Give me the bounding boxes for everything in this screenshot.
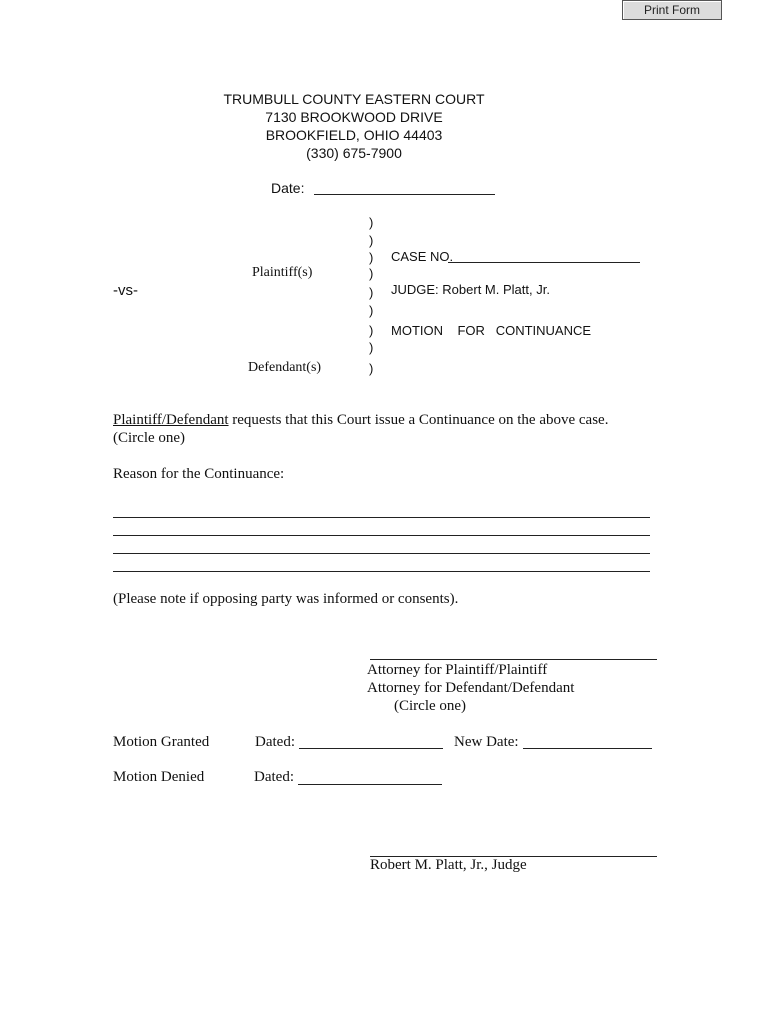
opposing-party-note: (Please note if opposing party was informed or consents). [113, 591, 459, 607]
motion-denied-label: Motion Denied [113, 769, 205, 785]
party-choice[interactable]: Plaintiff/Defendant [113, 412, 229, 428]
reason-line[interactable] [113, 535, 650, 536]
date-field[interactable] [314, 194, 495, 195]
caption-paren: ) [369, 323, 374, 338]
granted-dated-label: Dated: [255, 734, 295, 750]
defendant-label: Defendant(s) [248, 360, 322, 375]
court-street: 7130 BROOKWOOD DRIVE [265, 109, 443, 125]
caption-paren: ) [369, 285, 374, 300]
print-form-button[interactable]: Print Form [622, 0, 722, 20]
court-phone: (330) 675-7900 [306, 145, 402, 161]
caption-paren: ) [369, 361, 374, 376]
court-name: TRUMBULL COUNTY EASTERN COURT [223, 91, 485, 107]
caption-paren: ) [369, 340, 374, 355]
case-number-field[interactable] [448, 262, 640, 263]
new-date-field[interactable] [523, 748, 652, 749]
attorney-circle-one: (Circle one) [394, 698, 467, 714]
judge-line: JUDGE: Robert M. Platt, Jr. [391, 282, 550, 297]
new-date-label: New Date: [454, 734, 519, 750]
denied-dated-field[interactable] [298, 784, 442, 785]
court-city: BROOKFIELD, OHIO 44403 [265, 127, 443, 143]
reason-label: Reason for the Continuance: [113, 466, 285, 482]
caption-paren: ) [369, 266, 374, 281]
denied-dated-label: Dated: [254, 769, 294, 785]
attorney-signature-line[interactable] [370, 659, 657, 660]
request-text: requests that this Court issue a Continuance on the above case. [228, 412, 609, 428]
attorney-defendant-label: Attorney for Defendant/Defendant [367, 680, 575, 696]
reason-line[interactable] [113, 571, 650, 572]
circle-one-note: (Circle one) [113, 430, 186, 446]
reason-line[interactable] [113, 553, 650, 554]
date-label: Date: [271, 180, 305, 196]
motion-title: MOTION FOR CONTINUANCE [391, 323, 592, 338]
plaintiff-label: Plaintiff(s) [252, 265, 313, 280]
attorney-plaintiff-label: Attorney for Plaintiff/Plaintiff [367, 662, 548, 678]
case-number-label: CASE NO. [391, 249, 454, 264]
motion-granted-label: Motion Granted [113, 734, 210, 750]
caption-paren: ) [369, 215, 374, 230]
caption-paren: ) [369, 233, 374, 248]
reason-line[interactable] [113, 517, 650, 518]
caption-paren: ) [369, 303, 374, 318]
versus-label: -vs- [113, 282, 138, 299]
judge-signature-label: Robert M. Platt, Jr., Judge [370, 857, 527, 873]
caption-paren: ) [369, 250, 374, 265]
granted-dated-field[interactable] [299, 748, 443, 749]
request-sentence [113, 412, 608, 429]
